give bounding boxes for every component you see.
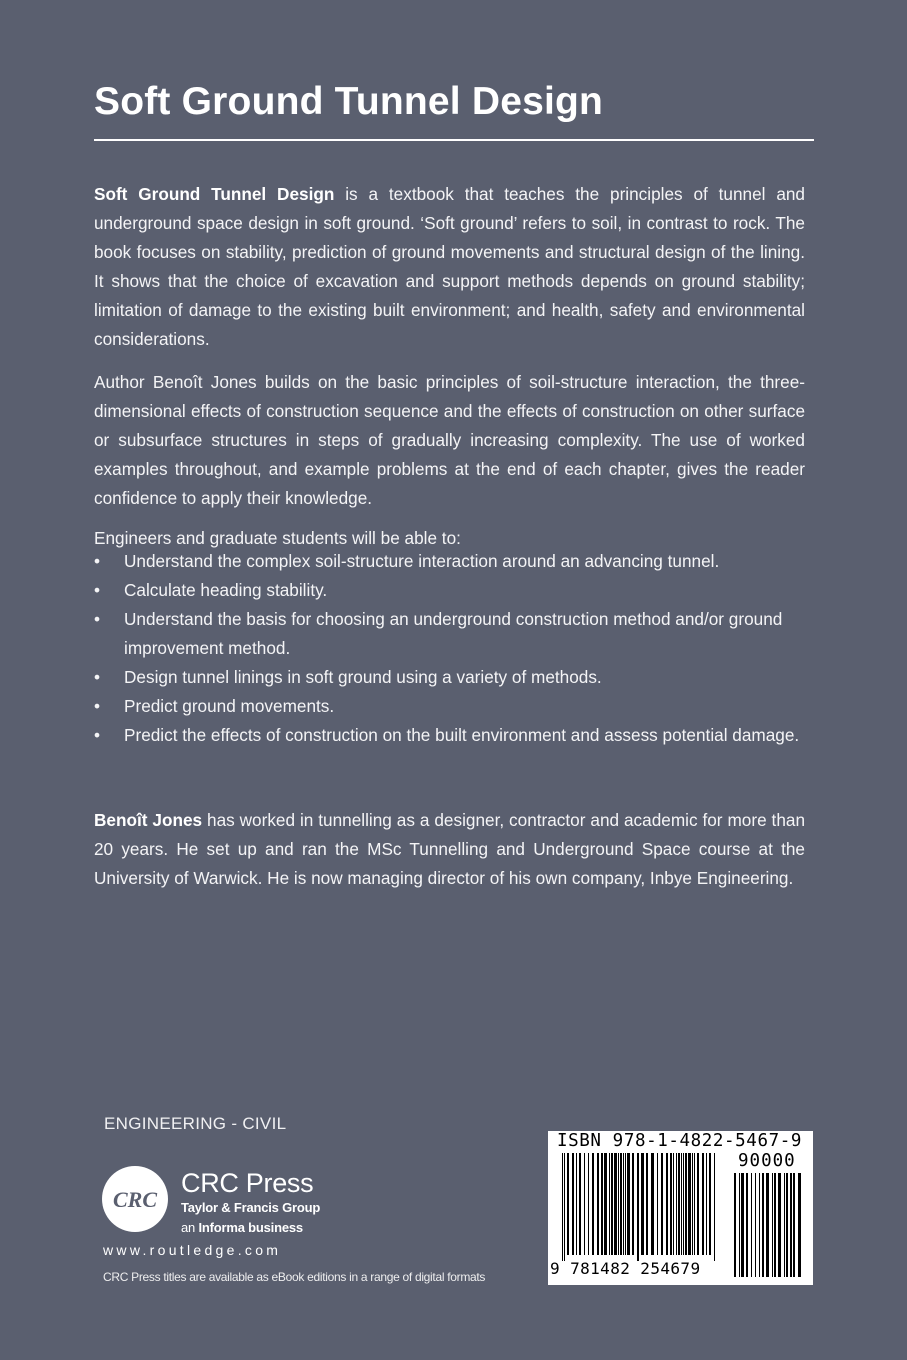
barcode-bar <box>609 1153 610 1255</box>
barcode-bar <box>627 1153 630 1255</box>
barcode-bar <box>604 1153 607 1255</box>
barcode-bar <box>646 1153 648 1255</box>
barcode-bar <box>661 1153 663 1255</box>
barcode-bar <box>798 1173 801 1277</box>
barcode-bar <box>641 1153 644 1255</box>
barcode-bar <box>625 1153 626 1255</box>
barcode-bar <box>741 1173 744 1277</box>
barcode-bar <box>762 1173 764 1277</box>
barcode-bar <box>597 1153 599 1255</box>
learning-outcomes-list <box>94 547 805 750</box>
author-bio <box>94 806 805 893</box>
description-title-bold: Soft Ground Tunnel Design <box>94 184 335 204</box>
barcode-bar <box>584 1153 585 1255</box>
barcode-bar <box>620 1153 622 1255</box>
business-prefix: an <box>181 1220 199 1235</box>
barcode-bar <box>637 1153 639 1261</box>
barcode-bar <box>567 1153 569 1255</box>
description-paragraph-1 <box>94 180 805 354</box>
isbn-barcode <box>548 1131 813 1285</box>
barcode-bar <box>688 1153 691 1255</box>
publisher-business <box>181 1220 303 1235</box>
barcode-bar <box>734 1173 736 1277</box>
barcode-bar <box>746 1173 748 1277</box>
barcode-bar <box>618 1153 619 1255</box>
ebook-note: CRC Press titles are available as eBook editions in a range of digital formats <box>103 1270 486 1284</box>
crc-logo-icon <box>101 1165 169 1233</box>
list-item: • Understand the complex soil-structure interaction around an advancing tunnel. <box>94 547 805 576</box>
barcode-bar <box>772 1173 773 1277</box>
publisher-group: Taylor & Francis Group <box>181 1200 321 1215</box>
list-intro: Engineers and graduate students will be able to: <box>94 528 461 548</box>
barcode-bar <box>739 1173 740 1277</box>
business-name: Informa business <box>198 1220 303 1235</box>
barcode-bar <box>702 1153 704 1255</box>
publisher-name: CRC Press <box>181 1168 314 1198</box>
barcode-bar <box>766 1173 769 1277</box>
barcode-bar <box>676 1153 677 1255</box>
list-item: • Calculate heading stability. <box>94 576 805 605</box>
barcode-bar <box>697 1153 699 1255</box>
barcode-bar <box>685 1153 687 1255</box>
barcode-bar <box>692 1153 693 1255</box>
barcode-bar <box>706 1153 707 1255</box>
list-item: • Predict ground movements. <box>94 692 805 721</box>
barcode-bar <box>683 1153 684 1255</box>
barcode-bar <box>611 1153 613 1255</box>
subject-category: ENGINEERING - CIVIL <box>104 1114 287 1133</box>
barcode-bar <box>601 1153 603 1255</box>
barcode-bar <box>790 1173 792 1277</box>
barcode-bar <box>614 1153 617 1255</box>
isbn-label: ISBN 978-1-4822-5467-9 <box>557 1131 802 1151</box>
barcode-bar <box>755 1173 756 1277</box>
publisher-url: www.routledge.com <box>103 1242 282 1258</box>
barcode-bar <box>709 1153 711 1255</box>
barcode-bar <box>774 1173 776 1277</box>
barcode-bar <box>623 1153 624 1255</box>
barcode-bar <box>673 1153 674 1255</box>
barcode-bar <box>714 1153 715 1261</box>
list-item: • Understand the basis for choosing an underground construction method and/or ground improvement method. <box>94 605 805 663</box>
barcode-bar <box>564 1153 565 1261</box>
barcode-bar <box>670 1153 672 1255</box>
author-bio-text: has worked in tunnelling as a designer, contractor and academic for more than 20 years. He set up and ran the MSc Tunnelling and Underground Space course at the University of Warwick. He is now managing director of his own company, Inbye Engineering. <box>94 810 806 888</box>
barcode-bar <box>562 1153 563 1261</box>
list-item: • Predict the effects of construction on the built environment and assess potential damage. <box>94 721 805 750</box>
logo-text: CRC <box>112 1187 158 1212</box>
barcode-bar <box>572 1153 574 1255</box>
barcode-bar <box>784 1173 785 1277</box>
barcode-bar <box>579 1153 581 1255</box>
barcode-bar <box>694 1153 695 1255</box>
title-rule <box>94 139 814 141</box>
description-paragraph-2: Author Benoît Jones builds on the basic principles of soil-structure interaction, the three-dimensional effects of construction sequence and the effects of construction on other surface or subsurface structures in steps of gradually increasing complexity. The use of worked examples throughout, and example problems at the end of each chapter, gives the reader confidence to apply their knowledge. <box>94 372 805 508</box>
list-item: • Design tunnel linings in soft ground using a variety of methods. <box>94 663 805 692</box>
barcode-bar <box>681 1153 682 1255</box>
barcode-bar <box>778 1173 781 1277</box>
barcode-bar <box>588 1153 589 1255</box>
barcode-bar <box>751 1173 752 1277</box>
barcode-bar <box>576 1153 577 1255</box>
barcode-bar <box>657 1153 658 1255</box>
author-name-bold: Benoît Jones <box>94 810 203 830</box>
barcode-bar <box>592 1153 594 1255</box>
barcode-bar <box>632 1153 634 1255</box>
barcode-bar <box>793 1173 795 1277</box>
barcode-bar <box>759 1173 760 1277</box>
ean-digits: 9 781482 254679 <box>550 1259 701 1278</box>
description-text-1: is a textbook that teaches the principles of tunnel and underground space design in soft ground. ‘Soft ground’ refers to soil, in contrast to rock. The book focuses on stability, prediction of ground movements and structural design of the lining. It shows that the choice of excavation and support methods depends on ground stability; limitation of damage to the existing built environment; and health, safety and environmental considerations. <box>94 184 805 349</box>
book-title: Soft Ground Tunnel Design <box>94 80 604 123</box>
barcode-bar <box>786 1173 788 1277</box>
barcode-bar <box>678 1153 680 1255</box>
barcode-bar <box>666 1153 668 1255</box>
barcode-bar <box>651 1153 654 1255</box>
price-addon: 90000 <box>738 1151 796 1171</box>
